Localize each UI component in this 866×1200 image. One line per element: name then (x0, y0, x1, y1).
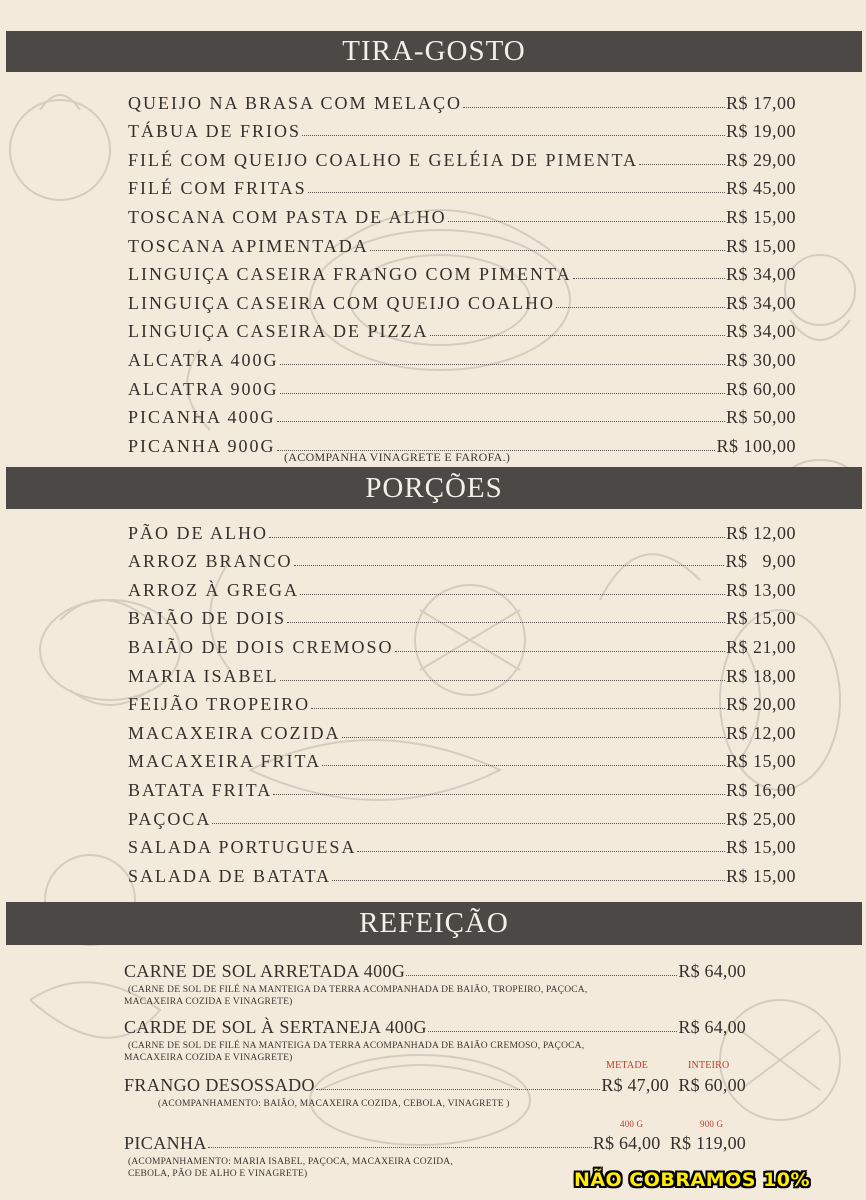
item-price: R$ 15,00 (725, 608, 796, 629)
item-name: PICANHA (124, 1133, 207, 1153)
dot-leader (370, 249, 725, 251)
item-name: PICANHA 900G (128, 435, 276, 456)
section-header-refeicao (6, 902, 862, 945)
dot-leader (463, 106, 725, 108)
menu-item (128, 515, 796, 544)
item-price: R$ 64,00 R$ 119,00 (592, 1133, 746, 1153)
item-name: SALADA PORTUGUESA (128, 837, 357, 858)
item-price: R$ 47,00 R$ 60,00 (601, 1075, 746, 1095)
meal-item (124, 1014, 746, 1064)
dot-leader (277, 420, 725, 422)
dot-leader (406, 974, 677, 976)
menu-item (128, 772, 796, 801)
porcoes-list (128, 515, 796, 887)
menu-item (128, 85, 796, 114)
meal-item (124, 1072, 746, 1110)
dot-leader (311, 707, 725, 709)
item-price: R$ 30,00 (725, 349, 796, 370)
item-price: R$ 17,00 (725, 92, 796, 113)
dot-leader (322, 764, 725, 766)
item-name: BATATA FRITA (128, 779, 273, 800)
dot-leader (342, 736, 725, 738)
item-name: CARNE DE SOL ARRETADA 400G (124, 961, 406, 981)
item-price: R$ 15,00 (725, 837, 796, 858)
item-description (124, 984, 746, 1008)
menu-item (128, 371, 796, 400)
item-name: BAIÃO DE DOIS CREMOSO (128, 636, 394, 657)
dot-leader (430, 334, 725, 336)
dot-leader (395, 650, 725, 652)
item-name: PÃO DE ALHO (128, 522, 269, 543)
menu-item (128, 801, 796, 830)
menu-item (128, 544, 796, 573)
item-name: QUEIJO NA BRASA COM MELAÇO (128, 92, 463, 113)
item-name: SALADA DE BATATA (128, 865, 332, 886)
section-title: REFEIÇÃO (359, 907, 509, 939)
item-name: FILÉ COM FRITAS (128, 178, 307, 199)
section-header-tira-gosto (6, 31, 862, 72)
dot-leader (556, 306, 725, 308)
description-line: MACAXEIRA COZIDA E VINAGRETE) (124, 997, 293, 1007)
menu-item (128, 342, 796, 371)
menu-item (128, 601, 796, 630)
item-name: FILÉ COM QUEIJO COALHO E GELÉIA DE PIMENTA (128, 149, 639, 170)
item-price: R$ 15,00 (725, 235, 796, 256)
item-description (124, 1098, 746, 1110)
dot-leader (287, 621, 725, 623)
dot-leader (308, 191, 725, 193)
item-name: TÁBUA DE FRIOS (128, 121, 302, 142)
item-price: R$ 64,00 (678, 961, 746, 981)
dot-leader (269, 536, 725, 538)
item-price: R$ 21,00 (725, 636, 796, 657)
item-price: R$ 15,00 (725, 865, 796, 886)
item-price: R$ 13,00 (725, 579, 796, 600)
section-title: TIRA-GOSTO (342, 35, 526, 67)
section-title: PORÇÕES (365, 471, 503, 504)
menu-item (128, 285, 796, 314)
menu-item (128, 715, 796, 744)
menu-item (128, 830, 796, 859)
item-name: LINGUIÇA CASEIRA COM QUEIJO COALHO (128, 292, 556, 313)
no-service-fee-banner: NÃO COBRAMOS 10% (573, 1169, 811, 1191)
item-name: PICANHA 400G (128, 407, 276, 428)
item-price: R$ 15,00 (725, 751, 796, 772)
item-name: ARROZ BRANCO (128, 551, 293, 572)
dot-leader (280, 363, 725, 365)
price-tag-400g: 400 G (620, 1119, 644, 1129)
item-price: R$ 12,00 (725, 522, 796, 543)
item-price: R$ 12,00 (725, 722, 796, 743)
item-price: R$ 15,00 (725, 206, 796, 227)
section-header-porcoes (6, 467, 862, 509)
menu-item (128, 171, 796, 200)
menu-item (128, 658, 796, 687)
description-line: (CARNE DE SOL DE FILÉ NA MANTEIGA DA TERRA ACOMPANHADA DE BAIÃO, TROPEIRO, PAÇOCA, (128, 985, 588, 995)
dot-leader (639, 163, 725, 165)
item-price: R$ 100,00 (716, 435, 796, 456)
item-name: FRANGO DESOSSADO (124, 1075, 315, 1095)
dot-leader (448, 220, 725, 222)
item-name: TOSCANA APIMENTADA (128, 235, 369, 256)
dot-leader (302, 134, 725, 136)
item-price: R$ 9,00 (725, 551, 796, 572)
item-description (124, 1040, 746, 1064)
item-name: MACAXEIRA FRITA (128, 751, 322, 772)
dot-leader (316, 1088, 600, 1090)
item-name: MACAXEIRA COZIDA (128, 722, 341, 743)
dot-leader (280, 392, 725, 394)
item-name: PAÇOCA (128, 808, 212, 829)
menu-item (128, 199, 796, 228)
dot-leader (273, 793, 725, 795)
dot-leader (280, 679, 725, 681)
item-price: R$ 16,00 (725, 779, 796, 800)
description-line: MACAXEIRA COZIDA E VINAGRETE) (124, 1053, 293, 1063)
item-price: R$ 18,00 (725, 665, 796, 686)
item-name: ALCATRA 900G (128, 378, 279, 399)
dot-leader (300, 593, 725, 595)
item-name: LINGUIÇA CASEIRA DE PIZZA (128, 321, 429, 342)
price-tag-900g: 900 G (700, 1119, 724, 1129)
price-tag-metade: METADE (606, 1060, 649, 1071)
item-name: TOSCANA COM PASTA DE ALHO (128, 206, 447, 227)
item-name: LINGUIÇA CASEIRA FRANGO COM PIMENTA (128, 264, 572, 285)
item-price: R$ 29,00 (725, 149, 796, 170)
item-price: R$ 20,00 (725, 694, 796, 715)
dot-leader (332, 879, 725, 881)
dot-leader (294, 564, 725, 566)
menu-item (128, 314, 796, 343)
dot-leader (428, 1030, 677, 1032)
menu-item (128, 687, 796, 716)
menu-item (128, 744, 796, 773)
item-price: R$ 34,00 (725, 264, 796, 285)
menu-item (128, 400, 796, 429)
item-price: R$ 50,00 (725, 407, 796, 428)
dot-leader (357, 850, 725, 852)
description-line: (CARNE DE SOL DE FILÉ NA MANTEIGA DA TERRA ACOMPANHADA DE BAIÃO CREMOSO, PAÇOCA, (128, 1041, 585, 1051)
item-price: R$ 34,00 (725, 292, 796, 313)
menu-item (128, 629, 796, 658)
item-price: R$ 25,00 (725, 808, 796, 829)
item-name: FEIJÃO TROPEIRO (128, 694, 311, 715)
description-line: (ACOMPANHAMENTO: MARIA ISABEL, PAÇOCA, MACAXEIRA COZIDA, (128, 1157, 453, 1167)
item-name: MARIA ISABEL (128, 665, 279, 686)
item-price: R$ 34,00 (725, 321, 796, 342)
dot-leader (573, 277, 725, 279)
menu-item (128, 858, 796, 887)
item-name: ALCATRA 400G (128, 349, 279, 370)
menu-item (128, 114, 796, 143)
menu-item (128, 142, 796, 171)
menu-item (128, 257, 796, 286)
description-line: (ACOMPANHAMENTO: BAIÃO, MACAXEIRA COZIDA, CEBOLA, VINAGRETE ) (158, 1099, 510, 1109)
description-line: CEBOLA, PÃO DE ALHO E VINAGRETE) (128, 1169, 308, 1179)
price-tag-inteiro: INTEIRO (688, 1060, 730, 1071)
item-price: R$ 60,00 (725, 378, 796, 399)
dot-leader (208, 1146, 592, 1148)
item-name: CARDE DE SOL À SERTANEJA 400G (124, 1017, 427, 1037)
menu-item (128, 228, 796, 257)
item-name: BAIÃO DE DOIS (128, 608, 286, 629)
item-price: R$ 45,00 (725, 178, 796, 199)
menu-item (128, 572, 796, 601)
tira-gosto-note: (ACOMPANHA VINAGRETE E FAROFA.) (284, 450, 511, 464)
dot-leader (212, 822, 725, 824)
item-price: R$ 64,00 (678, 1017, 746, 1037)
tira-gosto-list (128, 85, 796, 457)
item-price: R$ 19,00 (725, 121, 796, 142)
meal-item (124, 958, 746, 1008)
item-name: ARROZ À GREGA (128, 579, 300, 600)
